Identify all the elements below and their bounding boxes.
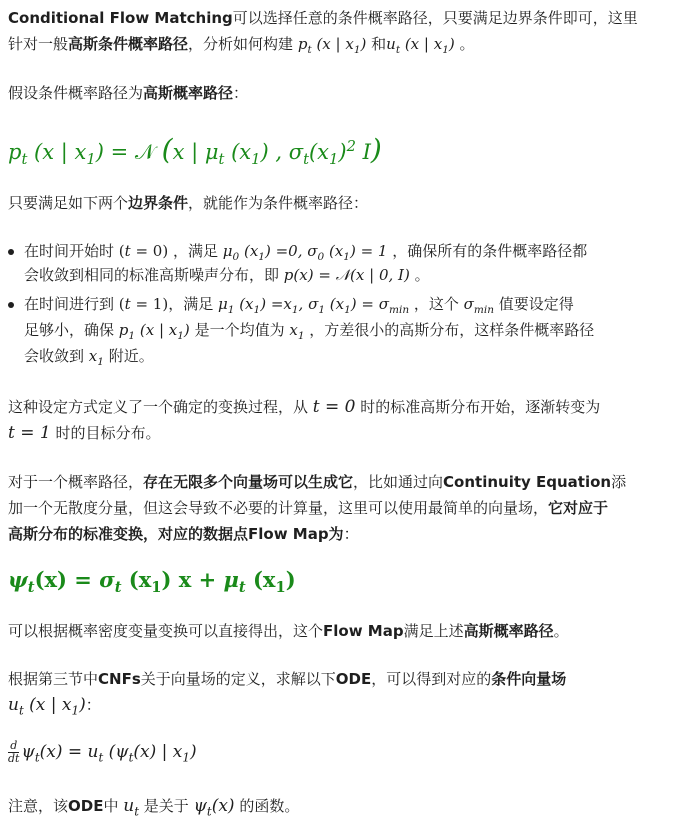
paragraph-4-line-2 (8, 422, 161, 444)
term-infinite-vector-fields: 存在无限多个向量场可以生成它 (143, 473, 354, 491)
paragraph-2 (8, 82, 248, 104)
p8-text: 中 (103, 797, 119, 815)
paragraph-5-line-3 (8, 523, 359, 545)
bullet-text: ，方差很小的高斯分布，这样条件概率路径 (309, 321, 595, 339)
paragraph-7-line-2 (8, 694, 101, 716)
bullet-marker (8, 249, 14, 255)
p5-text: 对于一个概率路径， (8, 473, 144, 491)
paragraph-6 (8, 620, 569, 642)
p2-text: 假设条件概率路径为 (8, 84, 144, 102)
bullet-2-line-3 (24, 345, 154, 367)
p7-text: ，可以得到对应的 (371, 670, 492, 688)
p8-text: 注意，该 (8, 797, 69, 815)
p1-text: ，分析如何构建 (188, 35, 294, 53)
math-t1: (t = 1) (118, 295, 169, 313)
math-x1: $x_1$ (88, 347, 104, 368)
term-ode-2: ODE (68, 797, 104, 815)
bullet-text: 是一个均值为 (194, 321, 285, 339)
p7-text: 根据第三节中 (8, 670, 99, 688)
paragraph-3 (8, 192, 368, 214)
math-psi: $\psi_t(x)$ (193, 796, 235, 819)
paragraph-5-line-1 (8, 471, 626, 493)
bullet-text: ，确保所有的条件概率路径都 (392, 242, 588, 260)
term-gaussian-path: 高斯概率路径 (143, 84, 234, 102)
math-px: p(x) = 𝒩(x | 0, I) (283, 266, 410, 284)
equation-ode: $\frac{d}{dt}$ $\psi_t(x) = u_t$ ($\psi_t(x)$ | $x_1$) (8, 739, 197, 765)
bullet-text: ，满足 (168, 295, 214, 313)
paragraph-1-line-2 (8, 33, 475, 55)
math-t-eq-1: t = 1 (8, 423, 51, 443)
term-corresponds-to: 它对应于 (548, 499, 609, 517)
p3-text: ，就能作为条件概率路径： (188, 194, 369, 212)
bullet-text: 附近。 (108, 347, 154, 365)
math-pt: $p_t$ (x | $x_1$) (297, 35, 367, 56)
term-gaussian-path-2: 高斯概率路径 (463, 622, 554, 640)
bullet-2-line-1 (24, 293, 574, 315)
p8-text: 是关于 (143, 797, 189, 815)
p6-text: 满足上述 (403, 622, 464, 640)
term-ode: ODE (335, 670, 372, 688)
bullet-text: 。 (414, 266, 430, 284)
p8-text: 的函数。 (239, 797, 300, 815)
bullet-2-line-2 (24, 319, 594, 341)
equation-gaussian-path: $p_t$ (x | $x_1$) = 𝒩 (x | $\mu_t$ $(x_1)$ , $\sigma_t(x_1)^2$ I) (8, 133, 382, 169)
p7-text: 关于向量场的定义，求解以下 (140, 670, 336, 688)
term-flow-map-2: Flow Map (323, 622, 404, 640)
p4-text: 时的标准高斯分布开始，逐渐转变为 (360, 398, 601, 416)
math-x1: $x_1$ (289, 321, 305, 342)
math-t-eq-0: t = 0 (312, 397, 356, 417)
bullet-marker (8, 302, 14, 308)
p1-text: 。 (459, 35, 475, 53)
bullet-text: 值要设定得 (498, 295, 574, 313)
p7-text: ： (85, 696, 101, 714)
term-flow-map: 高斯分布的标准变换，对应的数据点Flow Map为 (8, 525, 344, 543)
fraction-d-dt: $\frac{d}{dt}$ (8, 739, 20, 765)
term-gaussian-conditional-path: 高斯条件概率路径 (68, 35, 189, 53)
p4-text: 时的目标分布。 (55, 424, 161, 442)
math-sigma-min: $\sigma_{min}$ (463, 295, 494, 316)
math-p1: $p_1$ (x | $x_1$) (118, 321, 190, 342)
paragraph-1-line-1 (8, 7, 638, 29)
paragraph-4-line-1 (8, 396, 600, 418)
math-t0: (t = 0) (118, 242, 169, 260)
bullet-text: ，满足 (172, 242, 218, 260)
equation-flow-map: $\psi_t(x) = \sigma_t$ $(x_1) x + \mu_t$ $(x_1)$ (8, 567, 296, 597)
math-ut-3: $u_t$ (123, 796, 139, 819)
math-boundary-1: $\mu_1$ $(x_1) =x_1$, $\sigma_1$ $(x_1) = \sigma_{min}$ (217, 295, 410, 316)
bullet-1-line-2 (24, 264, 430, 286)
p5-text: 添 (611, 473, 627, 491)
p2-text: ： (233, 84, 249, 102)
math-boundary-0: $\mu_0$ $(x_1) =0$, $\sigma_0$ $(x_1) = 1$ (222, 242, 388, 263)
paragraph-5-line-2 (8, 497, 608, 519)
math-ut: $u_t$ (x | $x_1$) (386, 35, 455, 56)
bullet-text: 会收敛到 (24, 347, 85, 365)
term-boundary-conditions: 边界条件 (128, 194, 189, 212)
p3-text: 只要满足如下两个 (8, 194, 129, 212)
p1-text: 和 (371, 35, 387, 53)
bullet-text: 足够小，确保 (24, 321, 115, 339)
bullet-text: 在时间开始时 (24, 242, 115, 260)
bullet-1-line-1 (24, 240, 587, 262)
term-cfm: Conditional Flow Matching (8, 9, 233, 27)
p4-text: 这种设定方式定义了一个确定的变换过程，从 (8, 398, 309, 416)
bullet-text: ，这个 (413, 295, 459, 313)
bullet-text: 会收敛到相同的标准高斯噪声分布，即 (24, 266, 280, 284)
term-cnfs: CNFs (98, 670, 141, 688)
p5-text: ，比如通过向 (353, 473, 444, 491)
p1-text: 可以选择任意的条件概率路径，只要满足边界条件即可，这里 (232, 9, 638, 27)
p1-text: 针对一般 (8, 35, 69, 53)
paragraph-8 (8, 795, 299, 817)
p5-text: 加一个无散度分量，但这会导致不必要的计算量，这里可以使用最简单的向量场， (8, 499, 549, 517)
p5-text: ： (343, 525, 359, 543)
math-ut-2: $u_t$ (x | $x_1$) (8, 695, 86, 718)
bullet-text: 在时间进行到 (24, 295, 115, 313)
p6-text: 可以根据概率密度变量变换可以直接得出，这个 (8, 622, 324, 640)
p6-text: 。 (553, 622, 569, 640)
term-continuity-equation: Continuity Equation (443, 473, 612, 491)
paragraph-7-line-1 (8, 668, 566, 690)
term-conditional-vector-field: 条件向量场 (491, 670, 567, 688)
